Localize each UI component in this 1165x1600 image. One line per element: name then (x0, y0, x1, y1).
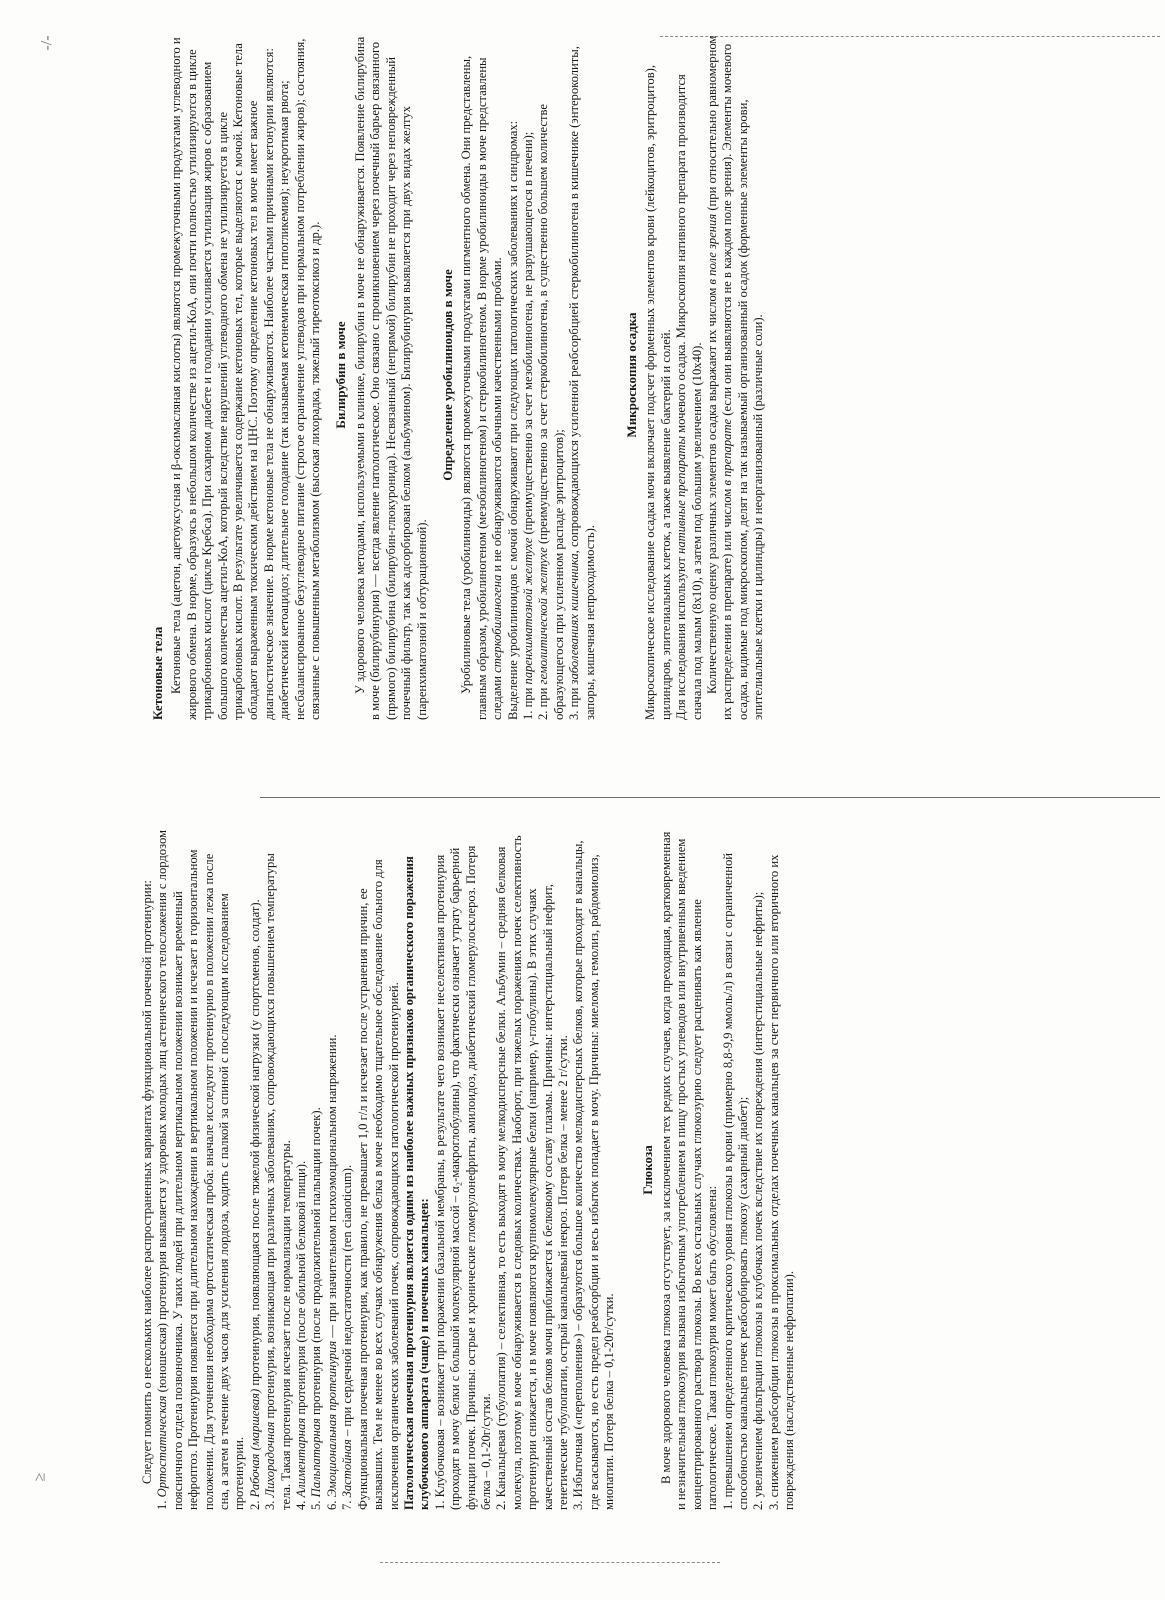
list-item: 4. Алиментарная протеинурия (после обильной белковой пищи). (294, 1160, 309, 1510)
margin-mark-top: -/- (38, 35, 56, 51)
microscopy-heading: Микроскопия осадка (623, 312, 639, 438)
bilirubin-heading: Билирубин в моче (333, 321, 349, 429)
ketone-heading: Кетоновые тела (150, 626, 165, 720)
list-item: 3. Лихорадочная протеинурия, возникающая при различных заболеваниях, сопровождающихся повышением температуры тела. Такая протеинурия исчезает после нормализации температуры. (263, 853, 293, 1510)
list-item: 2. при гемолитической желтухе (преимущественно за счет стеркобилиногена, в существенно большем количестве образующегося при усиленном распаде эритроцитов); (536, 104, 566, 720)
left-page (140, 830, 798, 1510)
ketone-paragraph: Кетоновые тела (ацетон, ацетоуксусная и β-оксимасляная кислоты) являются промежуточными продуктами углеводного и жирового обмена. В норме, образуясь в небольшом количестве из ацетил-КоА, они почти полностью утилизируются в цикле трикарбоновых кислот (цикле Кребса). При сахарном диабете и голодании усиливается утилизация жиров с образованием большого количества ацетил-КоА, который вследствие нарушений углеводного обмена не утилизируется в цикле трикарбоновых кислот. В результате увеличивается содержание кетоновых тел, которые выделяются с мочой. Кетоновые тела обладают выраженным токсическим действием на ЦНС. Поэтому определение кетоновых тел в моче имеет важное диагностическое значение. В норме кетоновые тела не обнаруживаются. Наиболее частыми причинами кетонурии являются: диабетический кетоацидоз; длительное голодание (так называемая кетонемическая гипогликемия); неукротимая рвота; несбалансированное безуглеводное питание (строгое ограничение углеводов при нормальном потреблении жиров); состояния, связанные с повышенным метаболизмом (высокая лихорадка, тяжелый тиреотоксикоз и др.). (169, 37, 323, 720)
pathologic-list (433, 830, 618, 1510)
list-item: 3. при заболеваниях кишечника, сопровождающихся усиленной реабсорбцией стеркобилиногена в кишечнике (энтероколиты, запоры, кишечная непроходимость). (567, 46, 597, 720)
microscopy-paragraph-3: Количественную оценку различных элементов осадка выражают их числом в поле зрения (при относительно равномерном их распределении в препарате) или числом в препарате (если они выявляются не в каждом поле зрения). Элементы мочевого осадка, видимые под микроскопом, делят на так называемый организованный осадок (форменные элементы крови, эпителиальные клетки и цилиндры) и неорганизованный (различные соли). (705, 35, 766, 720)
functional-intro: Следует помнить о нескольких наиболее распространенных вариантах функциональной почечной протеинурии: (140, 880, 154, 1484)
list-item: 3. снижением реабсорбции глюкозы в проксимальных отделах почечных канальцев за счет первичного или вторичного их повреждения (наследственные нефропатии). (766, 854, 797, 1510)
urobilin-heading: Определение уробилиноидов в моче (439, 269, 455, 481)
urobilin-paragraph: Уробилиновые тела (уробилиноиды) являются промежуточными продуктами пигментного обмена. Они представлены, главным образом, уробилиногеном (мезобилиногеном) и стеркобилиногеном. В норме уробилиноиды в моче представлены следами стеркобилиногена и не обнаруживаются обычными качественными пробами. (459, 55, 505, 720)
list-item: 1. превышением определенного критического уровня глюкозы в крови (примерно 8,8-9,9 ммоль/л) в связи с ограниченной способностью канальцев почек реабсорбировать глюкозу (сахарный диабет); (720, 852, 751, 1510)
glucose-paragraph: В моче здорового человека глюкоза отсутствует, за исключением тех редких случаев, когда преходящая, кратковременная и незначительная глюкозурия вызвана избыточным употреблением в пищу простых углеводов или внутривенным введением концентрированного раствора глюкозы. Во всех остальных случаях глюкозурию следует расценивать как явление патологическое. Такая глюкозурия может быть обусловлена: (659, 831, 720, 1510)
functional-list (155, 830, 355, 1510)
bottom-fold-rule (380, 1562, 720, 1563)
urobilin-list (521, 30, 598, 720)
right-page (140, 30, 767, 720)
list-item: 1. Клубочковая – возникает при поражении базальной мембраны, в результате чего возникает неселективная протеинурия (проходят в мочу белки с большой молекулярной массой – α₂-макроглобулины), что фактически означает утрату барьерной функции почек. Причины: острые и хронические гломерулонефриты, амилоидоз, диабетический гломерулосклероз. Потеря белка – 0,1-20г/сутки. (432, 845, 493, 1510)
pathologic-intro: Патологическая почечная протеинурия является одним из наиболее важных признаков органического поражения клубочкового аппарата (чаще) и почечных канальцев: (401, 856, 432, 1510)
urobilin-paragraph-2: Выделение уробилиноидов с мочой обнаруживают при следующих патологических заболеваниях и синдромах: (505, 120, 520, 720)
list-item: 2. Канальцевая (тубулопатия) – селективная, то есть выходят в мочу мелкодисперсные белки. Альбумин – средняя белковая молекула, поэтому в моче обнаруживается в следовых количествах. Наоборот, при тяжелых поражениях почек селективность протеинурии снижается, и в моче появляются крупномолекулярные белки (например, γ-глобулины). В этих случаях качественный состав белков мочи приближается к белковому составу плазмы. Причины: интерстициальный нефрит, генетические тубулопатии, острый канальцевый некроз. Потеря белка – менее 2 г/сутки. (494, 835, 570, 1510)
list-item: 3. Избыточная («переполнения») – образуются большое количество мелкодисперсных белков, которые проходят в канальцы, где всасываются, но есть предел реабсорбции и весь избыток попадает в мочу. Причины: миелома, гемолиз, рабдомиолиз, миопатии. Потеря белка – 0,1-20г/сутки. (571, 840, 617, 1510)
urobilin-term: стеркобилиногена (490, 574, 505, 673)
functional-note: Функциональная почечная протеинурия, как правило, не превышает 1,0 г/л и исчезает после устранения причин, ее вызвавших. Тем не менее во всех случаях обнаружения белка в моче необходимо тщательное обследование больного для исключения органических заболеваний почек, сопровождающихся патологической протеинурией. (355, 859, 401, 1510)
center-fold-rule (260, 797, 1160, 798)
bilirubin-paragraph: У здорового человека методами, используемыми в клинике, билирубин в моче не обнаруживается. Появление билирубина в моче (билирубинурия) — всегда явление патологическое. Оно связано с проникновением через почечный барьер связанного (прямого) билирубина (билирубин-глюкуронида). Несвязанный (непрямой) билирубин не проходит через неповрежденный почечный фильтр, так как адсорбирован белком (альбумином). Билирубинурия выявляется при двух видах желтух (паренхиматозной и обтурационной). (352, 36, 429, 720)
microscopy-paragraph-1: Микроскопическое исследование осадка мочи включает подсчет форменных элементов крови (лейкоцитов, эритроцитов), цилиндров, эпителиальных клеток, а также выявление бактерий и солей. (643, 64, 673, 720)
list-item: 2. Рабочая (маршевая) протеинурия, появляющаяся после тяжелой физической нагрузки (у спортсменов, солдат). (247, 899, 262, 1510)
list-item: 2. увеличением фильтрации глюкозы в клубочках почек вследствие их повреждения (интерстициальные нефриты); (751, 891, 766, 1510)
margin-mark-bottom: ≥ (31, 1472, 49, 1482)
list-item: 7. Застойная – при сердечной недостаточности (ren cianoticum). (340, 1164, 355, 1510)
list-item: 5. Пальпаторная протеинурия (после продолжительной пальпации почек). (309, 1107, 324, 1510)
glucose-heading: Глюкоза (639, 1145, 655, 1195)
glucose-list (721, 830, 798, 1510)
list-item: 1. Ортостатическая (юношеская) протеинурия выявляется у здоровых молодых лиц астенического телосложения с лордозом поясничного отдела позвоночника. У таких людей при длительном вертикальном положении возникает временный нефроптоз. Протеинурия появляется при длительном нахождении в вертикальном положении и исчезает в горизонтальном положении. Для уточнения необходима ортостатическая проба: вначале исследуют протеинурию в положении лежа после сна, а затем в течение двух часов для усиления лордоза, ходить с палкой за спиной с последующим исследованием протеинурии. (155, 829, 247, 1510)
list-item: 6. Эмоциональная протеинурия — при значительном психоэмоциональном напряжении. (324, 1034, 339, 1510)
list-item: 1. при паренхиматозной желтухе (преимущественно за счет мезобилиногена, не разрушающегося в печени); (520, 131, 535, 720)
microscopy-paragraph-2: Для исследования используют нативные препараты мочевого осадка. Микроскопия нативного препарата производится сначала под малым (8x10), а затем под большим увеличением (10x40). (674, 74, 704, 720)
